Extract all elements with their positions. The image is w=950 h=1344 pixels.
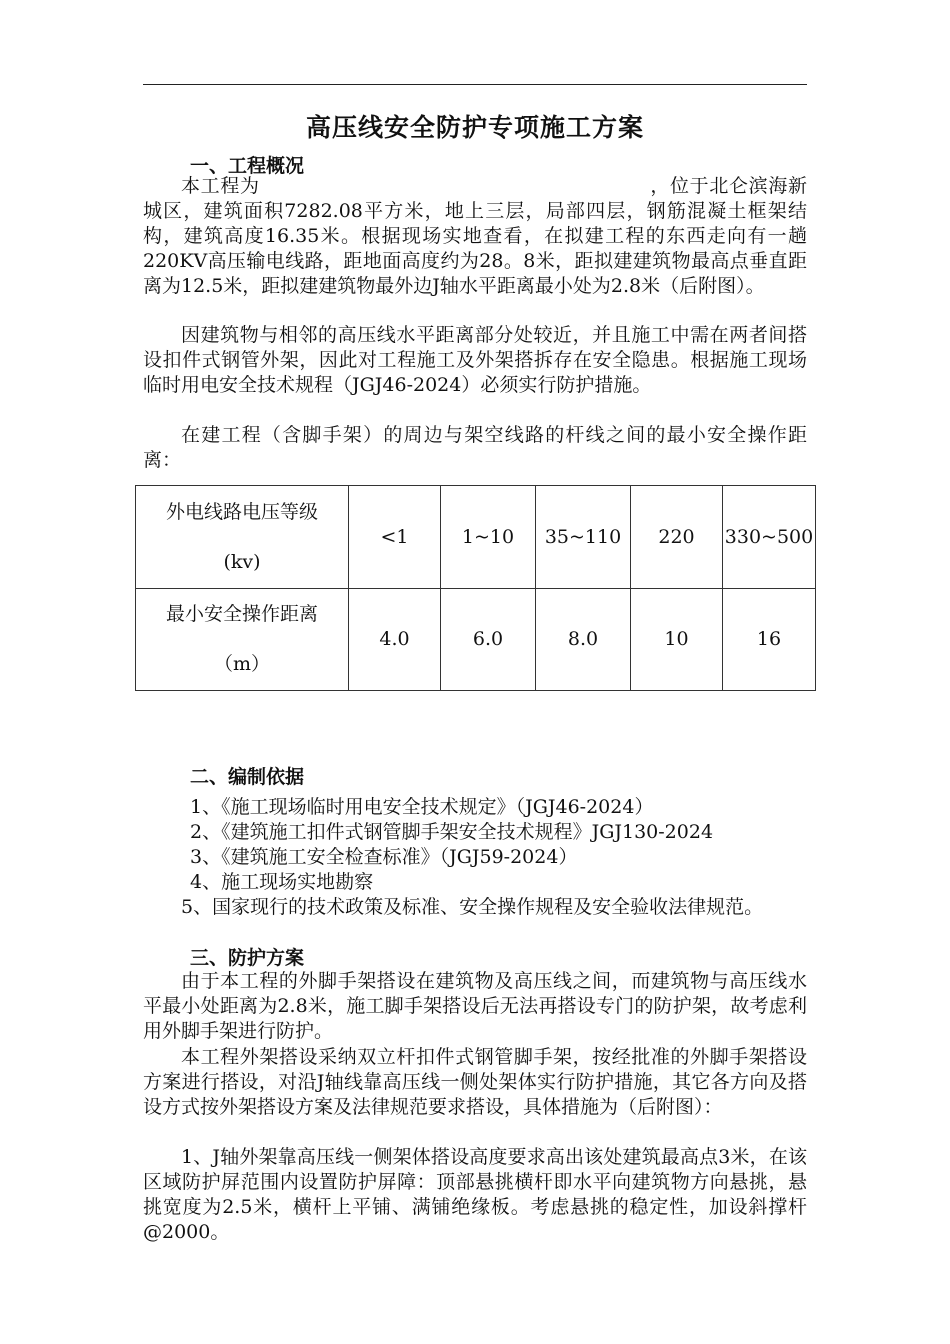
table-cell: 35~110 bbox=[536, 486, 631, 589]
list-item: 3、《建筑施工安全检查标准》（JGJ59-2024） bbox=[190, 846, 578, 868]
list-item: 5、国家现行的技术政策及标准、安全操作规程及安全验收法律规范。 bbox=[181, 896, 764, 918]
list-item: 4、施工现场实地勘察 bbox=[190, 871, 374, 893]
list-item: 2、《建筑施工扣件式钢管脚手架安全技术规程》JGJ130-2024 bbox=[190, 821, 714, 843]
overview-p1-rest: ，位于北仑滨海新城区，建筑面积7282.08平方米，地上三层，局部四层，钢筋混凝土框架结构，建筑高度16.35米。根据现场实地查看，在拟建工程的东西走向有一趟220KV高压输电线路，距地面高度约为28。8米，距拟建建筑物最高点垂直距离为12.5米，距拟建建筑物最外边J轴水平距离最小处为2.8米（后附图）。 bbox=[143, 175, 807, 297]
section-heading-basis: 二、编制依据 bbox=[190, 766, 305, 788]
list-item: 1、《施工现场临时用电安全技术规定》（JGJ46-2024） bbox=[190, 796, 654, 818]
protection-paragraph-2: 本工程外架搭设采纳双立杆扣件式钢管脚手架，按经批准的外脚手架搭设方案进行搭设，对沿J轴线靠高压线一侧处架体实行防护措施，其它各方向及搭设方式按外架搭设方案及法律规范要求搭设，具体措施为（后附图）： bbox=[143, 1046, 807, 1118]
section-heading-overview: 一、工程概况 bbox=[190, 155, 305, 177]
table-row bbox=[136, 588, 816, 691]
table-cell: 10 bbox=[631, 588, 723, 691]
table-row bbox=[136, 486, 816, 589]
distance-label: 最小安全操作距离 bbox=[165, 603, 318, 626]
protection-paragraph-1: 由于本工程的外脚手架搭设在建筑物及高压线之间，而建筑物与高压线水平最小处距离为2.8米，施工脚手架搭设后无法再搭设专门的防护架，故考虑利用外脚手架进行防护。 bbox=[143, 970, 807, 1042]
table-cell: 220 bbox=[631, 486, 723, 589]
overview-p1-start: 本工程为 bbox=[181, 175, 260, 197]
table-cell: 4.0 bbox=[349, 588, 441, 691]
header-rule bbox=[143, 84, 807, 85]
voltage-label-cell bbox=[136, 486, 349, 589]
document-title: 高压线安全防护专项施工方案 bbox=[305, 113, 644, 142]
table-cell: 16 bbox=[723, 588, 816, 691]
overview-paragraph-1 bbox=[143, 174, 807, 299]
distance-label-cell bbox=[136, 588, 349, 691]
overview-paragraph-3: 在建工程（含脚手架）的周边与架空线路的杆线之间的最小安全操作距离： bbox=[143, 424, 807, 471]
safety-distance-table bbox=[135, 485, 816, 691]
distance-unit: （m） bbox=[213, 653, 271, 676]
table-cell: 6.0 bbox=[441, 588, 536, 691]
table-cell: 330~500 bbox=[723, 486, 816, 589]
voltage-label: 外电线路电压等级 bbox=[165, 500, 318, 523]
section-heading-protection: 三、防护方案 bbox=[190, 947, 305, 969]
table-cell: 1~10 bbox=[441, 486, 536, 589]
protection-paragraph-3: 1、J轴外架靠高压线一侧架体搭设高度要求高出该处建筑最高点3米，在该区域防护屏范围内设置防护屏障：顶部悬挑横杆即水平向建筑物方向悬挑，悬挑宽度为2.5米，横杆上平铺、满铺绝缘板。考虑悬挑的稳定性，加设斜撑杆@2000。 bbox=[143, 1146, 807, 1243]
table-cell: 8.0 bbox=[536, 588, 631, 691]
table-cell: <1 bbox=[349, 486, 441, 589]
overview-paragraph-2: 因建筑物与相邻的高压线水平距离部分处较近，并且施工中需在两者间搭设扣件式钢管外架，因此对工程施工及外架搭拆存在安全隐患。根据施工现场临时用电安全技术规程（JGJ46-2024）必须实行防护措施。 bbox=[143, 324, 807, 396]
voltage-unit: (kv) bbox=[223, 550, 261, 573]
